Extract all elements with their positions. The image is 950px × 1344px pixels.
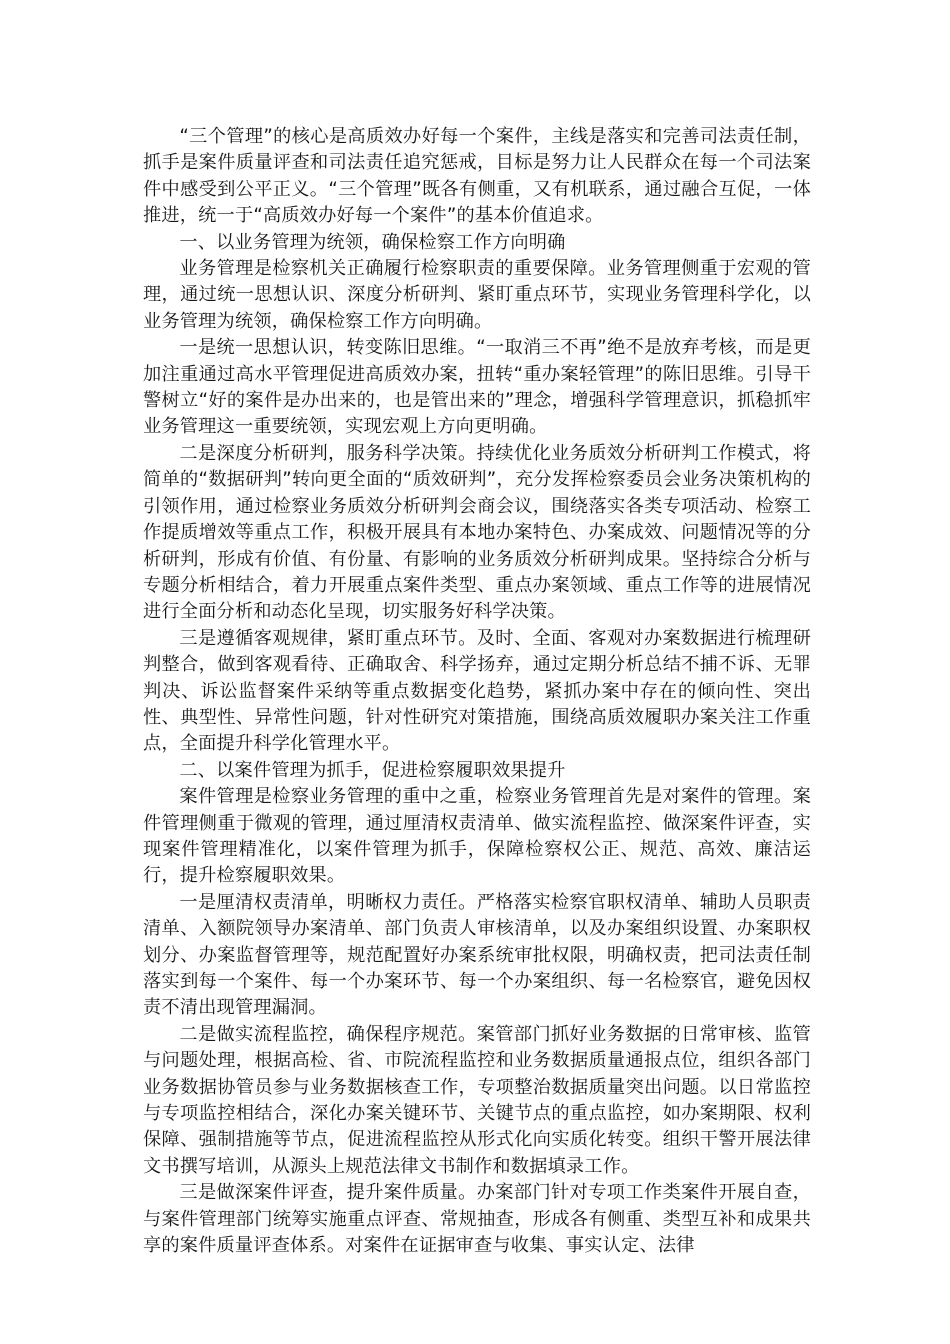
paragraph-case-review: 三是做深案件评查，提升案件质量。办案部门针对专项工作类案件开展自查，与案件管理部门统筹实施重点评查、常规抽查，形成各有侧重、类型互补和成果共享的案件质量评查体系。对案件在证据审查与收集、事实认定、法律	[143, 1182, 811, 1257]
paragraph-case-management: 案件管理是检察业务管理的重中之重，检察业务管理首先是对案件的管理。案件管理侧重于微观的管理，通过厘清权责清单、做实流程监控、做深案件评查，实现案件管理精准化，以案件管理为抓手，保障检察权公正、规范、高效、廉洁运行，提升检察履职效果。	[143, 786, 811, 887]
paragraph-intro: “三个管理”的核心是高质效办好每一个案件，主线是落实和完善司法责任制，抓手是案件质量评查和司法责任追究惩戒，目标是努力让人民群众在每一个司法案件中感受到公平正义。“三个管理”既各有侧重，又有机联系，通过融合互促，一体推进，统一于“高质效办好每一个案件”的基本价值追求。	[143, 126, 811, 227]
paragraph-unify-thinking: 一是统一思想认识，转变陈旧思维。“一取消三不再”绝不是放弃考核，而是更加注重通过高水平管理促进高质效办案，扭转“重办案轻管理”的陈旧思维。引导干警树立“好的案件是办出来的，也是管出来的”理念，增强科学管理意识，抓稳抓牢业务管理这一重要统领，实现宏观上方向更明确。	[143, 337, 811, 438]
document-body	[143, 124, 811, 1259]
paragraph-objective-laws: 三是遵循客观规律，紧盯重点环节。及时、全面、客观对办案数据进行梳理研判整合，做到客观看待、正确取舍、科学扬弃，通过定期分析总结不捕不诉、无罪判决、诉讼监督案件采纳等重点数据变化趋势，紧抓办案中存在的倾向性、突出性、典型性、异常性问题，针对性研究对策措施，围绕高质效履职办案关注工作重点，全面提升科学化管理水平。	[143, 627, 811, 755]
paragraph-responsibility-list: 一是厘清权责清单，明晰权力责任。严格落实检察官职权清单、辅助人员职责清单、入额院领导办案清单、部门负责人审核清单，以及办案组织设置、办案职权划分、办案监督管理等，规范配置好办案系统审批权限，明确权责，把司法责任制落实到每一个案件、每一个办案环节、每一个办案组织、每一名检察官，避免因权责不清出现管理漏洞。	[143, 891, 811, 1019]
paragraph-process-monitoring: 二是做实流程监控，确保程序规范。案管部门抓好业务数据的日常审核、监管与问题处理，根据高检、省、市院流程监控和业务数据质量通报点位，组织各部门业务数据协管员参与业务数据核查工作，专项整治数据质量突出问题。以日常监控与专项监控相结合，深化办案关键环节、关键节点的重点监控，如办案期限、权利保障、强制措施等节点，促进流程监控从形式化向实质化转变。组织干警开展法律文书撰写培训，从源头上规范法律文书制作和数据填录工作。	[143, 1023, 811, 1177]
section-heading-1: 一、以业务管理为统领，确保检察工作方向明确	[179, 231, 566, 253]
section-heading-2: 二、以案件管理为抓手，促进检察履职效果提升	[179, 759, 566, 781]
paragraph-business-management: 业务管理是检察机关正确履行检察职责的重要保障。业务管理侧重于宏观的管理，通过统一思想认识、深度分析研判、紧盯重点环节，实现业务管理科学化，以业务管理为统领，确保检察工作方向明确。	[143, 258, 811, 332]
paragraph-deep-analysis: 二是深度分析研判，服务科学决策。持续优化业务质效分析研判工作模式，将简单的“数据研判”转向更全面的“质效研判”，充分发挥检察委员会业务决策机构的引领作用，通过检察业务质效分析研判会商会议，围绕落实各类专项活动、检察工作提质增效等重点工作，积极开展具有本地办案特色、办案成效、问题情况等的分析研判，形成有价值、有份量、有影响的业务质效分析研判成果。坚持综合分析与专题分析相结合，着力开展重点案件类型、重点办案领域、重点工作等的进展情况进行全面分析和动态化呈现，切实服务好科学决策。	[143, 442, 811, 623]
